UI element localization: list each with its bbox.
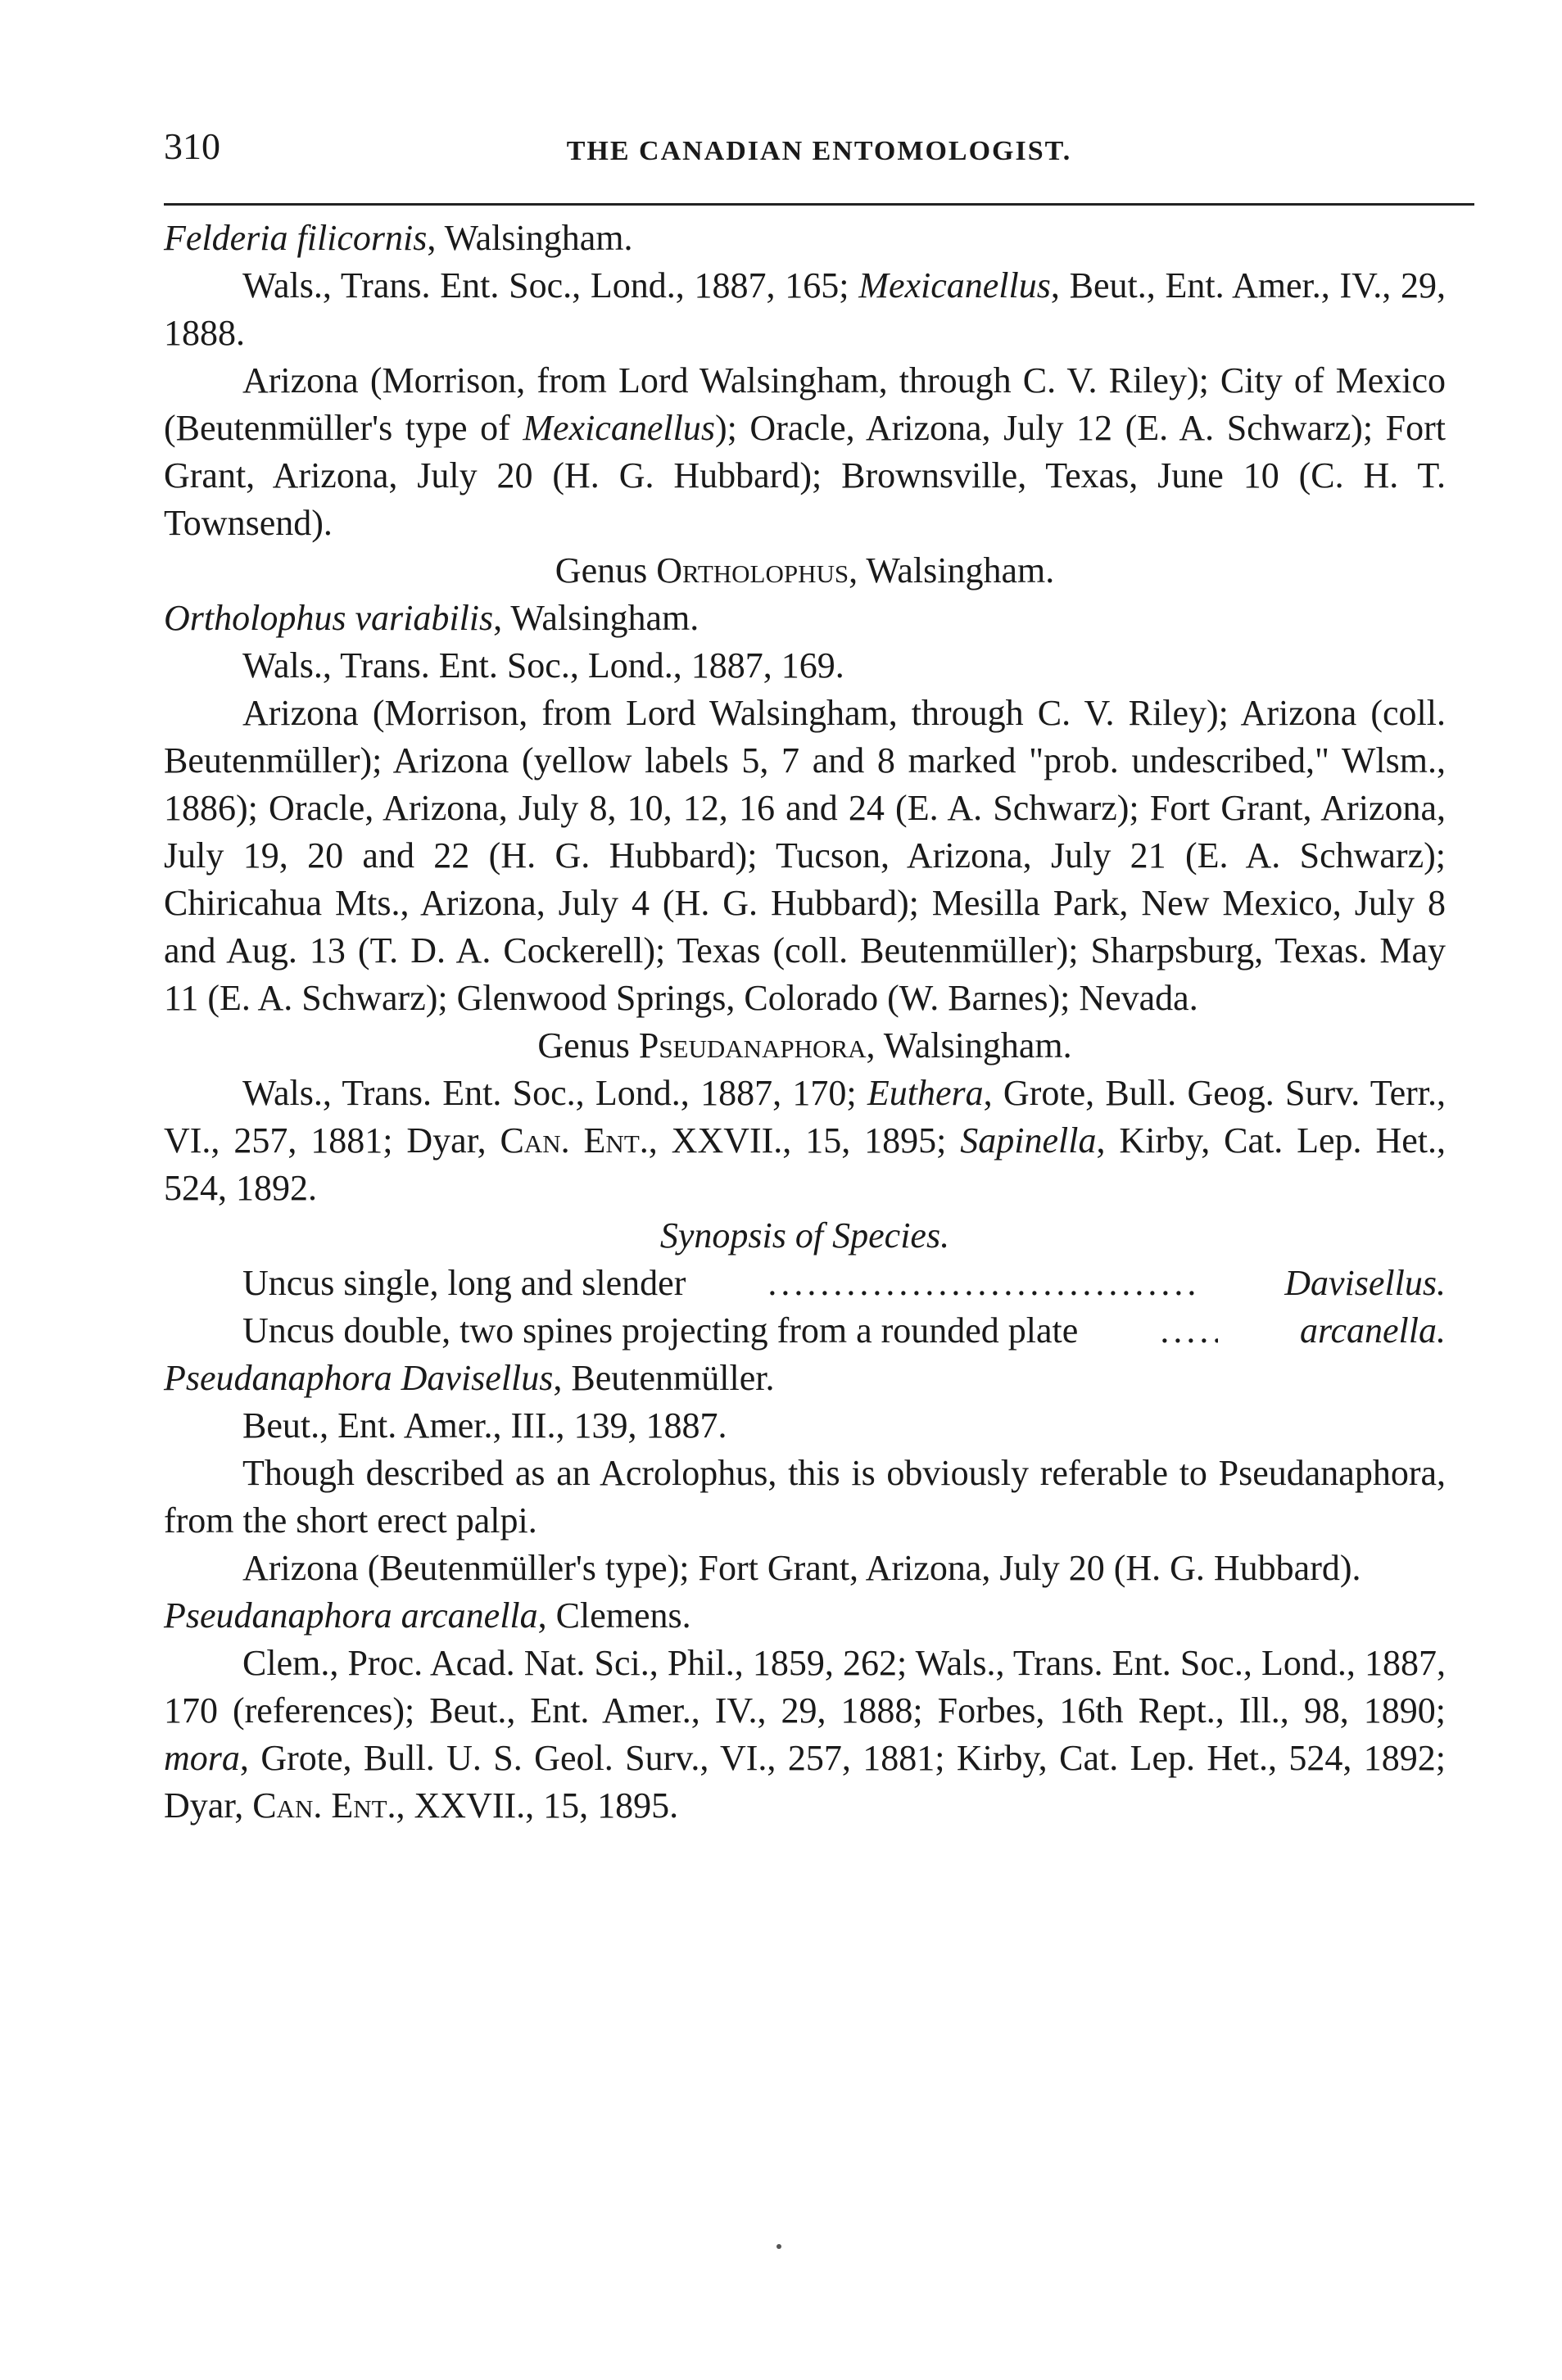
text-run: , Walsingham. bbox=[866, 1025, 1072, 1066]
text-run: Wals., Trans. Ent. Soc., Lond., 1887, 169. bbox=[242, 645, 844, 685]
key-line bbox=[164, 1307, 1446, 1355]
reference-paragraph bbox=[164, 1545, 1446, 1592]
small-caps-text: Ortholophus bbox=[656, 550, 849, 590]
text-run: Arizona (Morrison, from Lord Walsingham, through C. V. Riley); City of Mexico (Beutenmüller's type of bbox=[164, 360, 1446, 448]
reference-paragraph bbox=[164, 1070, 1446, 1212]
genus-heading bbox=[164, 547, 1446, 595]
text-run: , Grote, Bull. U. S. Geol. Surv., VI., 257, 1881; Kirby, Cat. Lep. Het., 524, 1892; Dyar, bbox=[164, 1738, 1446, 1826]
italic-text: Synopsis of Species. bbox=[659, 1215, 950, 1256]
text-run: Arizona (Beutenmüller's type); Fort Grant, Arizona, July 20 (H. G. Hubbard). bbox=[242, 1548, 1361, 1588]
species-heading bbox=[164, 595, 1446, 642]
text-run: Clem., Proc. Acad. Nat. Sci., Phil., 1859, 262; Wals., Trans. Ent. Soc., Lond., 1887, 170 (references); Beut., Ent. Amer., IV., 29, 1888; Forbes, 16th Rept., Ill., 98, 1890; bbox=[164, 1643, 1446, 1731]
small-caps-text: Pseudanaphora bbox=[638, 1025, 867, 1066]
italic-text: Sapinella bbox=[960, 1120, 1097, 1161]
text-run: Wals., Trans. Ent. Soc., Lond., 1887, 170; bbox=[242, 1073, 867, 1113]
small-caps-text: Can. Ent. bbox=[252, 1785, 396, 1826]
text-run: , XXVII., 15, 1895. bbox=[396, 1785, 679, 1826]
key-taxon: Davisellus. bbox=[1284, 1263, 1446, 1303]
italic-text: mora bbox=[164, 1738, 240, 1778]
italic-text: Mexicanellus bbox=[523, 408, 715, 448]
italic-text: Euthera bbox=[867, 1073, 984, 1113]
text-run: Wals., Trans. Ent. Soc., Lond., 1887, 165; bbox=[242, 265, 859, 305]
genus-heading bbox=[164, 1022, 1446, 1070]
small-caps-text: Can. Ent. bbox=[500, 1120, 649, 1161]
text-run: Genus bbox=[555, 550, 657, 590]
text-run: Beut., Ent. Amer., III., 139, 1887. bbox=[242, 1405, 727, 1446]
text-run: Genus bbox=[537, 1025, 639, 1066]
text-run: Walsingham. bbox=[444, 218, 633, 258]
text-body bbox=[164, 215, 1446, 1830]
text-run: Though described as an Acrolophus, this is obviously referable to Pseudanaphora, from the short erect palpi. bbox=[164, 1453, 1446, 1541]
text-run: ); Oracle, Arizona, July 12 (E. A. Schwarz); Fort Grant, Arizona, July 20 (H. G. Hubbard); Brownsville, Texas, June 10 (C. H. T. Townsend). bbox=[164, 408, 1446, 543]
reference-paragraph bbox=[164, 1640, 1446, 1830]
header-rule bbox=[164, 203, 1474, 206]
text-run: Arizona (Morrison, from Lord Walsingham, through C. V. Riley); Arizona (coll. Beutenmüller); Arizona (yellow labels 5, 7 and 8 marked "prob. undescribed," Wlsm., 1886); Oracle, Arizona, July 8, 10, 12, 16 and 24 (E. A. Schwarz); Fort Grant, Arizona, July 19, 20 and 22 (H. G. Hubbard); Tucson, Arizona, July 21 (E. A. Schwarz); Chiricahua Mts., Arizona, July 4 (H. G. Hubbard); Mesilla Park, New Mexico, July 8 and Aug. 13 (T. D. A. Cockerell); Texas (coll. Beutenmüller); Sharpsburg, Texas. May 11 (E. A. Schwarz); Glenwood Springs, Colorado (W. Barnes); Nevada. bbox=[164, 693, 1446, 1018]
key-line bbox=[164, 1260, 1446, 1307]
species-heading bbox=[164, 1592, 1446, 1640]
species-heading bbox=[164, 1355, 1446, 1402]
reference-paragraph bbox=[164, 1402, 1446, 1450]
italic-text: Ortholophus variabilis bbox=[164, 598, 494, 638]
stray-mark bbox=[776, 2244, 781, 2249]
italic-text: Mexicanellus bbox=[858, 265, 1051, 305]
text-run: , XXVII., 15, 1895; bbox=[648, 1120, 961, 1161]
text-run: , Walsingham. bbox=[849, 550, 1055, 590]
italic-text: Pseudanaphora Davisellus bbox=[164, 1358, 554, 1398]
key-taxon: arcanella. bbox=[1300, 1310, 1446, 1351]
reference-paragraph bbox=[164, 690, 1446, 1022]
text-run: , Kirby, Cat. Lep. Het., 524, 1892. bbox=[164, 1120, 1446, 1208]
text-run: , Clemens. bbox=[537, 1595, 691, 1636]
text-run: , Walsingham. bbox=[493, 598, 700, 638]
key-text: Uncus double, two spines projecting from a rounded plate bbox=[242, 1310, 1079, 1351]
page-number: 310 bbox=[164, 125, 220, 167]
page-header bbox=[164, 123, 1474, 172]
reference-paragraph bbox=[164, 357, 1446, 547]
synopsis-heading bbox=[164, 1212, 1446, 1260]
species-heading: Felderia filicornis, Walsingham. bbox=[164, 218, 633, 258]
reference-paragraph bbox=[164, 262, 1446, 357]
text-run: , Beut., Ent. Amer., IV., 29, 1888. bbox=[164, 265, 1446, 353]
text-run: , Beutenmüller. bbox=[553, 1358, 775, 1398]
reference-paragraph bbox=[164, 642, 1446, 690]
leader-dots bbox=[689, 1260, 1202, 1307]
italic-text: Pseudanaphora arcanella bbox=[164, 1595, 538, 1636]
italic-text: Felderia filicornis bbox=[164, 218, 428, 258]
leader-dots bbox=[1081, 1307, 1218, 1355]
running-head: THE CANADIAN ENTOMOLOGIST. bbox=[566, 136, 1072, 166]
reference-paragraph bbox=[164, 1450, 1446, 1545]
key-text: Uncus single, long and slender bbox=[242, 1263, 686, 1303]
text-run: , Grote, Bull. Geog. Surv. Terr., VI., 257, 1881; Dyar, bbox=[164, 1073, 1446, 1161]
